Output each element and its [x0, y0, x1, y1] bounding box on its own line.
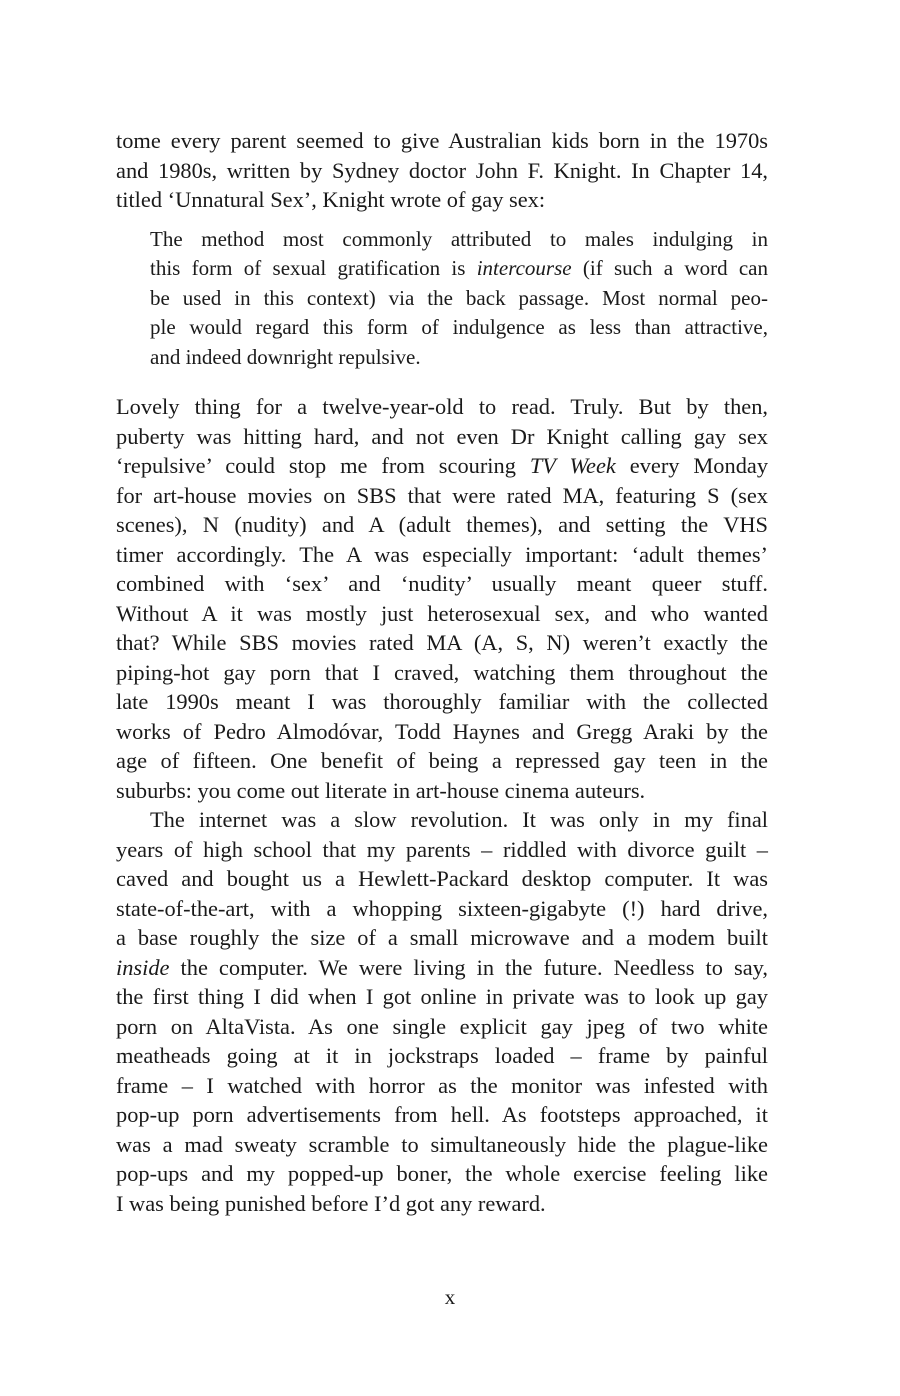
text-line: the first thing I did when I got online in private was to look up gay	[116, 984, 768, 1009]
quote-line: The method most commonly attributed to males indulging in	[150, 226, 768, 251]
text-line: a base roughly the size of a small microwave and a modem built	[116, 925, 768, 950]
text-line: scenes), N (nudity) and A (adult themes), and setting the VHS	[116, 512, 768, 537]
text-line: frame – I watched with horror as the monitor was infested with	[116, 1072, 768, 1098]
text-segment: the computer. We were living in the future. Needless to say,	[169, 954, 768, 980]
body-paragraph-2	[116, 805, 768, 1218]
text-line: titled ‘Unnatural Sex’, Knight wrote of gay sex:	[116, 187, 546, 212]
quote-italic-word: intercourse	[476, 256, 572, 280]
body-paragraph-1	[116, 392, 768, 805]
italic-word: inside	[116, 954, 170, 980]
text-line: and 1980s, written by Sydney doctor John F. Knight. In Chapter 14,	[116, 157, 768, 183]
quote-text: (if such a word can	[571, 256, 769, 280]
text-line: that? While SBS movies rated MA (A, S, N) weren’t exactly the	[116, 630, 768, 655]
block-quote	[150, 225, 768, 373]
text-line: porn on AltaVista. As one single explicit gay jpeg of two white	[116, 1013, 768, 1039]
quote-line	[150, 254, 768, 284]
page-number: x	[444, 1285, 456, 1309]
quote-text: this form of sexual gratification is	[150, 256, 477, 280]
text-segment: ‘repulsive’ could stop me from scouring	[116, 453, 530, 478]
text-line: timer accordingly. The A was especially important: ‘adult themes’	[116, 541, 768, 567]
text-line: piping-hot gay porn that I craved, watching them throughout the	[116, 659, 768, 685]
text-line: state-of-the-art, with a whopping sixteen-gigabyte (!) hard drive,	[116, 895, 768, 921]
text-line: puberty was hitting hard, and not even Dr Knight calling gay sex	[116, 423, 768, 449]
quote-line: be used in this context) via the back passage. Most normal peo-	[150, 285, 768, 310]
text-line: age of fifteen. One benefit of being a repressed gay teen in the	[116, 748, 768, 773]
text-line: works of Pedro Almodóvar, Todd Haynes and Gregg Araki by the	[116, 718, 768, 744]
text-line: Without A it was mostly just heterosexual sex, and who wanted	[116, 600, 768, 626]
text-line: late 1990s meant I was thoroughly familiar with the collected	[116, 689, 768, 714]
text-line	[116, 953, 768, 983]
text-line: tome every parent seemed to give Australian kids born in the 1970s	[116, 128, 768, 153]
intro-paragraph	[116, 126, 768, 215]
text-line: Lovely thing for a twelve-year-old to read. Truly. But by then,	[116, 394, 768, 419]
text-line: meatheads going at it in jockstraps loaded – frame by painful	[116, 1043, 768, 1068]
text-line: was a mad sweaty scramble to simultaneously hide the plague-like	[116, 1131, 768, 1157]
quote-line: and indeed downright repulsive.	[150, 344, 421, 369]
text-line: caved and bought us a Hewlett-Packard desktop computer. It was	[116, 866, 768, 891]
page-body	[116, 126, 768, 1218]
text-line: for art-house movies on SBS that were rated MA, featuring S (sex	[116, 482, 768, 508]
text-line: pop-up porn advertisements from hell. As footsteps approached, it	[116, 1102, 768, 1127]
text-line: pop-ups and my popped-up boner, the whole exercise feeling like	[116, 1161, 768, 1186]
text-line: I was being punished before I’d got any reward.	[116, 1190, 546, 1216]
text-segment: every Monday	[615, 453, 769, 478]
text-line	[116, 451, 768, 481]
text-line: years of high school that my parents – riddled with divorce guilt –	[116, 836, 768, 862]
quote-line: ple would regard this form of indulgence as less than attractive,	[150, 315, 768, 339]
text-line: combined with ‘sex’ and ‘nudity’ usually meant queer stuff.	[116, 571, 768, 596]
text-line: The internet was a slow revolution. It was only in my final	[150, 807, 768, 832]
italic-title: TV Week	[529, 453, 616, 478]
text-line: suburbs: you come out literate in art-house cinema auteurs.	[116, 777, 646, 803]
